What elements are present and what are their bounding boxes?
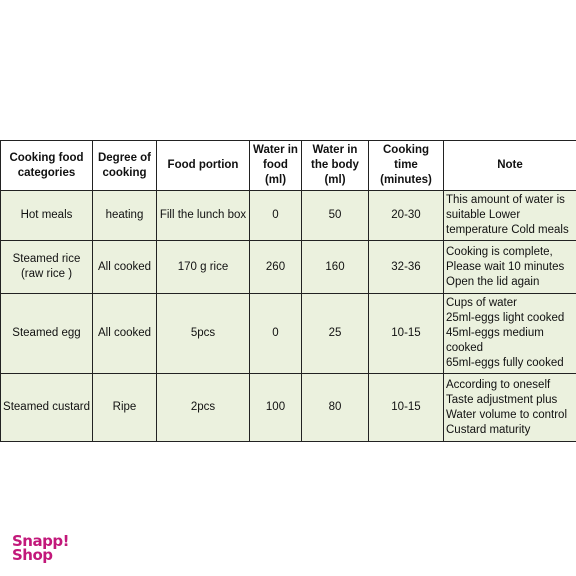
- cell-water-body: 160: [302, 241, 369, 294]
- note-line: cooked: [446, 342, 484, 354]
- header-category: Cooking food categories: [1, 141, 93, 191]
- cell-note: [444, 294, 576, 374]
- header-note: Note: [444, 141, 576, 191]
- note-line: Water volume to control: [446, 408, 568, 421]
- cell-category: Steamed egg: [1, 294, 93, 374]
- note-line: Cooking is complete,: [446, 245, 553, 258]
- cell-portion: Fill the lunch box: [157, 191, 250, 241]
- cell-water-body: 25: [302, 294, 369, 374]
- note-line: 45ml-eggs medium: [446, 327, 544, 339]
- note-line: suitable Lower: [446, 209, 521, 221]
- logo-line-2: Shop: [12, 546, 53, 564]
- cell-portion: 170 g rice: [157, 241, 250, 294]
- cell-degree: All cooked: [93, 241, 157, 294]
- cell-portion: 2pcs: [157, 374, 250, 442]
- cell-time: 10-15: [369, 374, 444, 442]
- table-row: [1, 294, 576, 374]
- note-line: Cups of water: [446, 297, 517, 309]
- header-water-food: Water in food (ml): [250, 141, 302, 191]
- cell-portion: 5pcs: [157, 294, 250, 374]
- cell-note: [444, 191, 576, 241]
- note-line: 25ml-eggs light cooked: [446, 312, 565, 324]
- note-line: 65ml-eggs fully cooked: [446, 357, 564, 369]
- header-row: [1, 141, 576, 191]
- note-line: According to oneself: [446, 378, 551, 391]
- header-water-body: Water in the body (ml): [302, 141, 369, 191]
- note-line: This amount of water is: [446, 194, 565, 206]
- note-line: Custard maturity: [446, 423, 531, 436]
- logo-line-1: Snapp!: [12, 532, 69, 550]
- cell-time: 32-36: [369, 241, 444, 294]
- note-line: Open the lid again: [446, 275, 540, 288]
- table-row: [1, 191, 576, 241]
- cell-degree: Ripe: [93, 374, 157, 442]
- snapp-shop-logo: [12, 534, 72, 562]
- note-line: Taste adjustment plus: [446, 393, 558, 406]
- cooking-guide-table: [0, 140, 576, 442]
- cooking-table-container: [0, 140, 576, 442]
- cell-water-body: 50: [302, 191, 369, 241]
- cell-water-body: 80: [302, 374, 369, 442]
- table-row: [1, 374, 576, 442]
- cell-water-food: 260: [250, 241, 302, 294]
- header-portion: Food portion: [157, 141, 250, 191]
- cell-degree: heating: [93, 191, 157, 241]
- cell-category: Hot meals: [1, 191, 93, 241]
- note-line: Please wait 10 minutes: [446, 260, 565, 273]
- cell-water-food: 100: [250, 374, 302, 442]
- cell-time: 20-30: [369, 191, 444, 241]
- cell-note: [444, 241, 576, 294]
- table-row: [1, 241, 576, 294]
- note-line: temperature Cold meals: [446, 224, 569, 236]
- cell-water-food: 0: [250, 191, 302, 241]
- cell-category: Steamed rice (raw rice ): [1, 241, 93, 294]
- cell-category: Steamed custard: [1, 374, 93, 442]
- header-degree: Degree of cooking: [93, 141, 157, 191]
- cell-degree: All cooked: [93, 294, 157, 374]
- cell-time: 10-15: [369, 294, 444, 374]
- cell-water-food: 0: [250, 294, 302, 374]
- header-time: Cooking time (minutes): [369, 141, 444, 191]
- cell-note: [444, 374, 576, 442]
